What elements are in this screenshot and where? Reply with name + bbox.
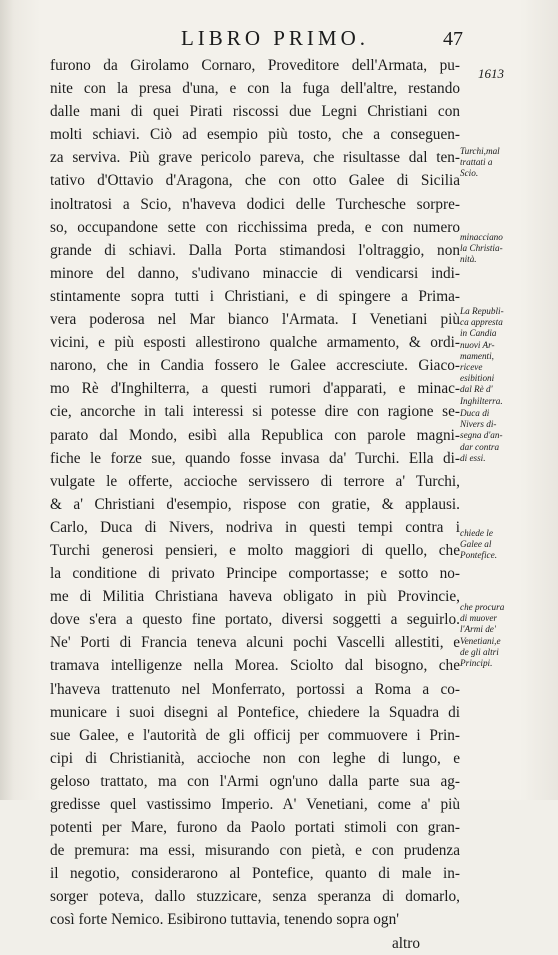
- margin-note-line: Venetiani,e: [460, 635, 501, 646]
- margin-note-line: Galee al: [460, 539, 492, 550]
- text-line: & a' Christiani d'esempio, rispose con gratie, & applausi.: [50, 495, 460, 513]
- margin-note-line: trattati a: [460, 157, 493, 168]
- margin-note-line: riceve: [460, 362, 483, 373]
- text-line: de premura: ma essi, misurando con pietà, e con prudenza: [50, 842, 460, 860]
- text-line: potenti per Mare, furono da Paolo portati stimoli con gran-: [50, 819, 460, 837]
- margin-note-line: chiede le: [460, 528, 493, 538]
- margin-note-line: ca appresta: [460, 317, 503, 328]
- margin-note-line: di muover: [460, 613, 497, 624]
- text-line: l'haveva trattenuto nel Monferrato, portossi a Roma a co-: [50, 680, 460, 698]
- text-line: geloso trattato, ma con l'Armi ogn'uno dalla parte sua ag-: [50, 772, 460, 790]
- catchword: altro: [391, 934, 420, 952]
- margin-note: [460, 408, 548, 464]
- text-line: furono da Girolamo Cornaro, Proveditore dell'Armata, pu-: [50, 57, 460, 74]
- text-line: vicini, e più esposti allestirono qualche armamento, & ordi-: [50, 334, 460, 352]
- text-line: cie, ancorche in tali interessi si potesse dire con ragione se-: [50, 403, 460, 421]
- text-line: me di Militia Christiana haveva obligato in più Provincie,: [50, 588, 460, 606]
- text-line: parato dal Mondo, esibì alla Republica con parole magni-: [50, 426, 460, 444]
- margin-note-line: Inghilterra.: [460, 395, 503, 406]
- text-line: molti schiavi. Ciò ad esempio più tosto, che a conseguen-: [50, 126, 460, 144]
- margin-note: [460, 146, 548, 180]
- margin-note-line: de gli altri: [460, 646, 499, 657]
- text-line: minore del danno, s'udivano minaccie di vendicarsi indi-: [50, 264, 460, 282]
- margin-note-line: che procura: [460, 602, 505, 612]
- text-line: municare i suoi disegni al Pontefice, chiedere la Squadra di: [50, 703, 460, 721]
- text-line: dove s'era a questo fine portato, diversi soggetti a seguirlo.: [50, 611, 460, 629]
- margin-note-line: Principi.: [460, 658, 493, 669]
- text-line: la conditione di privato Principe comportasse; e sotto no-: [50, 565, 460, 583]
- margin-note-line: dal Rè d': [460, 384, 493, 395]
- text-line: vera poderosa nel Mar bianco l'Armata. I Venetiani più: [50, 311, 460, 329]
- text-line: fiche le forze sue, quando fosse invasa da' Turchi. Ella di-: [50, 449, 460, 467]
- margin-note-line: l'Armi de': [460, 624, 496, 635]
- margin-note-line: minacciano: [460, 232, 503, 242]
- margin-note-line: dar contra: [460, 441, 500, 452]
- margin-note-line: La Republi-: [460, 306, 504, 316]
- text-line: dalle mani di quei Pirati riscossi due Legni Christiani con: [50, 103, 460, 121]
- margin-note-line: segna d'an-: [460, 430, 503, 441]
- margin-note: [460, 306, 548, 407]
- text-line: so, occupandone sette con ricchissima preda, e con numero: [50, 218, 460, 236]
- text-line: sue Galee, e l'autorità de gli officij per commuovere i Prin-: [50, 726, 460, 744]
- margin-note-line: Turchi,mal: [460, 146, 500, 156]
- margin-year: 1613: [478, 66, 504, 81]
- margin-note-line: mamenti,: [460, 350, 494, 361]
- margin-note: [460, 528, 548, 562]
- text-line: tramava intelligenze nella Morea. Sciolto dal bisogno, che: [50, 657, 460, 675]
- margin-note-line: Nivers di-: [460, 419, 497, 430]
- text-line: gredisse quel vastissimo Imperio. A' Venetiani, come a' più: [50, 796, 460, 813]
- text-line: narono, che in Candia fossero le Galee accresciute. Giaco-: [50, 357, 460, 375]
- margin-note: [460, 232, 548, 266]
- text-line: vulgate le offerte, accioche servissero di terrore a' Turchi,: [50, 472, 460, 490]
- text-line: il negotio, considerarono al Pontefice, quanto di male in-: [50, 865, 460, 883]
- text-line: grande di schiavi. Dalla Porta stimandosi l'oltraggio, non: [50, 241, 460, 259]
- text-line: cipi di Christianità, accioche non con leghe di lungo, e: [50, 749, 460, 767]
- text-line: Turchi generosi pensieri, e molto maggiori di quello, che: [50, 541, 460, 559]
- page-number: 47: [443, 28, 463, 50]
- text-line: mo Rè d'Inghilterra, a questi rumori d'apparati, e minac-: [50, 380, 460, 398]
- margin-note-line: esibitioni: [460, 373, 495, 384]
- text-line: Carlo, Duca di Nivers, nodriva in questi tempi contra i: [50, 518, 460, 536]
- body-text: [50, 54, 460, 955]
- text-line: nite con la presa d'una, e con la fuga dell'altre, restando: [50, 80, 460, 98]
- margin-note-line: nità.: [460, 254, 477, 265]
- margin-note-line: la Christia-: [460, 243, 503, 254]
- margin-note-line: Duca di: [460, 408, 490, 418]
- margin-note-line: in Candia: [460, 328, 497, 339]
- text-line: za serviva. Più grave pericolo pareva, che risultasse dal ten-: [50, 149, 460, 167]
- text-line: inoltratosi a Scio, n'haveva dodici delle Turchesche sorpre-: [50, 195, 460, 213]
- margin-note: [460, 602, 548, 669]
- margin-note-line: di essi.: [460, 452, 486, 463]
- text-line: tativo d'Ottavio d'Aragona, che con otto Galee di Sicilia: [50, 172, 460, 190]
- text-line: sorger poteva, dallo stuzzicare, senza speranza di domarlo,: [50, 888, 460, 906]
- text-line: Ne' Porti di Francia teneva alcuni pochi Vascelli allestiti, e: [50, 634, 460, 652]
- margin-note-line: Pontefice.: [460, 550, 497, 561]
- running-title: LIBRO PRIMO.: [180, 26, 370, 50]
- text-line: stintamente sopra tutti i Christiani, e di spingere a Prima-: [50, 287, 460, 305]
- text-line: così forte Nemico. Esibirono tuttavia, tenendo sopra ogn': [50, 911, 399, 929]
- margin-note-line: Scio.: [460, 168, 479, 179]
- margin-note-line: nuovi Ar-: [460, 339, 495, 350]
